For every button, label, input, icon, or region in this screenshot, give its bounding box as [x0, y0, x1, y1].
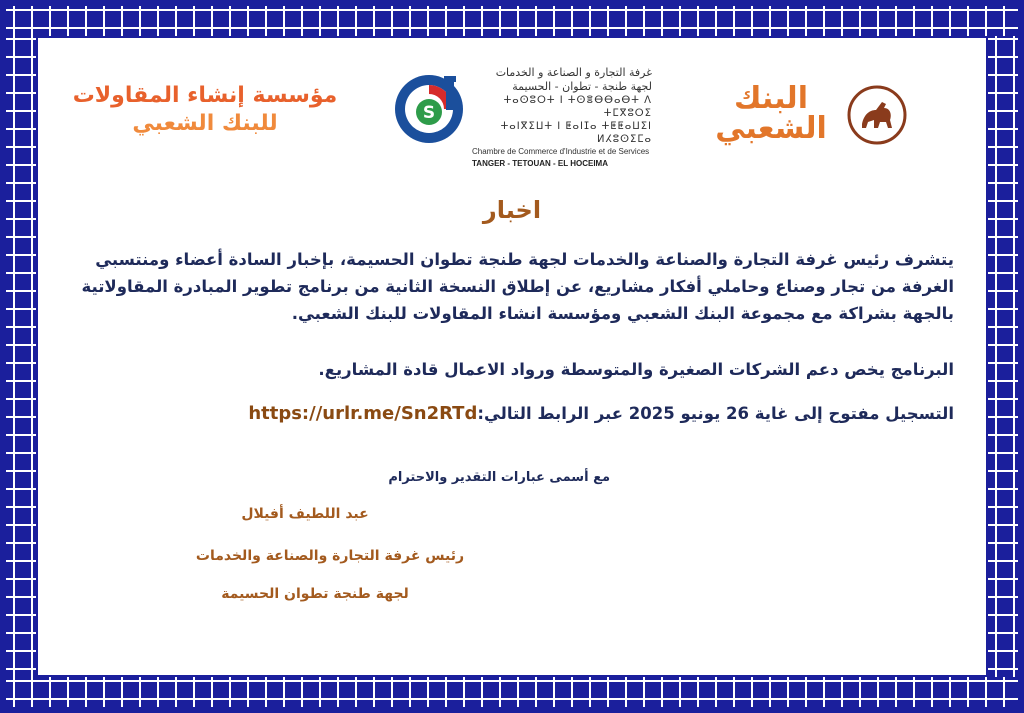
chamber-tifinagh-line1: ⵜⴰⵙⵓⵔⵜ ⵏ ⵜⵙⴻⴱⴱⴰⴱⵜ ⴷ ⵜⵎⴳⵓⵔⵉ — [503, 95, 652, 119]
registration-info — [64, 400, 954, 427]
enterprise-foundation-logo — [70, 82, 340, 138]
announcement-paragraph: يتشرف رئيس غرفة التجارة والصناعة والخدمات لجهة طنجة تطوان الحسيمة، بإخبار السادة أعضاء ومنتسبي الغرفة من تجار وصناع وحاملي أفكار مشاريع، عن إطلاق النسخة الثانية من برنامج تطوير المبادرة المقاولاتية بالجهة بشراكة مع مجموعة البنك الشعبي ومؤسسة انشاء المقاولات للبنك الشعبي. — [81, 250, 954, 323]
banque-populaire-logo — [696, 81, 916, 154]
signatory-region: لجهة طنجة تطوان الحسيمة — [221, 586, 409, 602]
horse-icon — [846, 84, 908, 146]
border-pattern-left — [6, 36, 36, 677]
foundation-logo-line1: مؤسسة إنشاء المقاولات — [72, 83, 338, 108]
chamber-arabic-line1: غرفة التجارة و الصناعة و الخدمات — [495, 66, 652, 79]
page-title: اخبار — [482, 196, 542, 224]
bank-name — [696, 81, 846, 146]
border-pattern-bottom — [6, 677, 1018, 707]
registration-link[interactable]: https://urlr.me/Sn2RTd — [248, 403, 478, 424]
chamber-tifinagh-line2: ⵜⴰⵏⴳⵉⵡⵜ ⵏ ⵟⴰⵏⵊⴰ ⵜⵟⵟⴰⵡⵉⵏ ⵍⵃⵓⵙⵉⵎⴰ — [500, 121, 652, 145]
signatory-role: رئيس غرفة التجارة والصناعة والخدمات — [195, 548, 465, 564]
chamber-emblem-icon — [392, 72, 466, 146]
chamber-of-commerce-logo — [392, 66, 652, 168]
closing-salutation: مع أسمى عبارات التقدير والاحترام — [388, 470, 610, 485]
foundation-logo-line2: للبنك الشعبي — [132, 111, 278, 136]
chamber-arabic-line2: لجهة طنجة - تطوان - الحسيمة — [512, 80, 652, 93]
program-description: البرنامج يخص دعم الشركات الصغيرة والمتوسطة ورواد الاعمال قادة المشاريع. — [318, 360, 954, 379]
chamber-french-line2: TANGER - TETOUAN - EL HOCEIMA — [472, 159, 608, 168]
border-pattern-top — [6, 6, 1018, 36]
bank-name-line2: الشعبي — [715, 111, 827, 146]
border-pattern-right — [988, 36, 1018, 677]
bank-name-line1: البنك — [734, 81, 808, 116]
chamber-french-line1: Chambre de Commerce d'Industrie et de Services — [472, 147, 650, 156]
registration-text: التسجيل مفتوح إلى غاية 26 يونيو 2025 عبر الرابط التالي: — [477, 404, 954, 423]
svg-text:S: S — [422, 103, 436, 123]
signatory-name: عبد اللطيف أفيلال — [241, 506, 369, 522]
